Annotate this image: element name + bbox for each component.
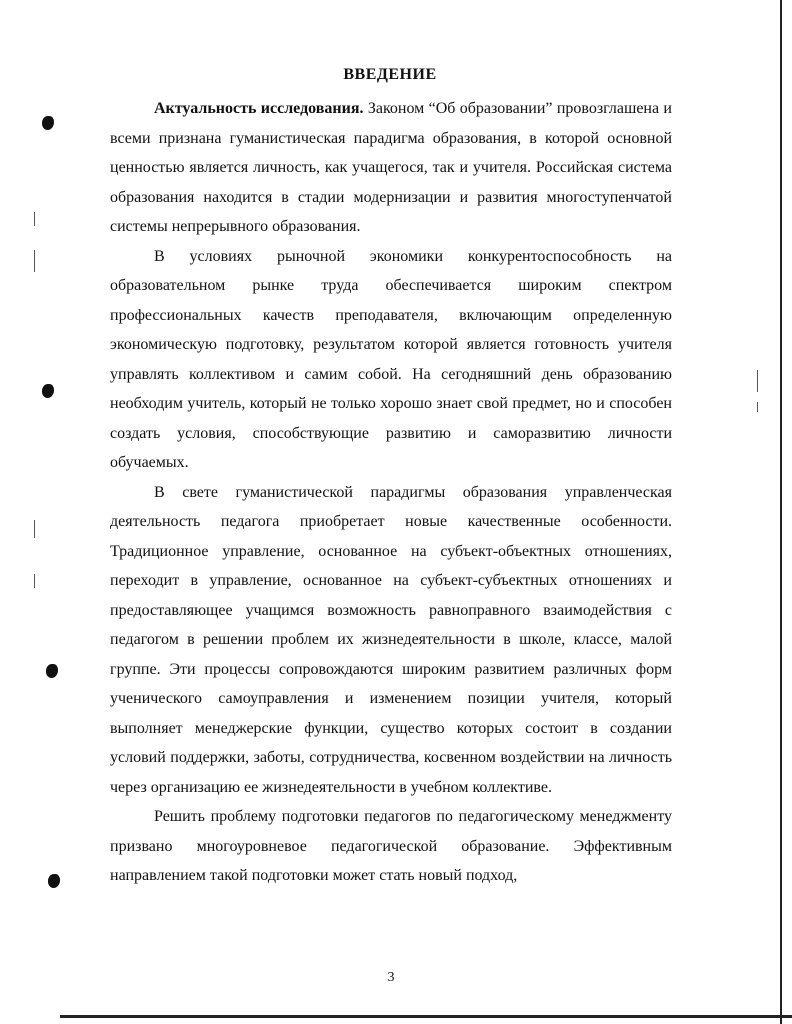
margin-mark <box>757 402 758 412</box>
paragraph <box>110 94 672 242</box>
paragraph <box>110 242 672 478</box>
margin-mark <box>34 574 35 588</box>
margin-mark <box>34 520 35 538</box>
scan-edge-bottom <box>60 1015 792 1018</box>
punch-hole <box>42 116 54 130</box>
paragraph <box>110 478 672 803</box>
paragraph-text: Законом “Об образовании” провозглашена и всеми признана гуманистическая парадигма образования, в которой основной ценностью является личность, как учащегося, так и учителя. Российская система образования находится в стадии модернизации и развития многоступенчатой системы непрерывного образования. <box>110 100 672 235</box>
lead-heading: Актуальность исследования. <box>154 100 364 117</box>
margin-mark <box>34 250 35 272</box>
paragraph-text: Решить проблему подготовки педагогов по педагогическому менеджменту призвано многоуровневое педагогической образование. Эффективным направлением такой подготовки может стать новый подход, <box>110 808 672 884</box>
body-text <box>110 94 672 891</box>
punch-hole <box>46 664 58 678</box>
page-title: ВВЕДЕНИЕ <box>343 66 437 83</box>
paragraph <box>110 802 672 891</box>
page-number: 3 <box>387 970 395 985</box>
punch-hole <box>48 874 60 888</box>
paragraph-text: В условиях рыночной экономики конкурентоспособность на образовательном рынке труда обеспечивается широким спектром профессиональных качеств преподавателя, включающим определенную экономическую подготовку, результатом которой является готовность учителя управлять коллективом и самим собой. На сегодняшний день образованию необходим учитель, который не только хорошо знает свой предмет, но и способен создать условия, способствующие развитию и саморазвитию личности обучаемых. <box>110 247 672 471</box>
paragraph-text: В свете гуманистической парадигмы образования управленческая деятельность педагога приобретает новые качественные особенности. Традиционное управление, основанное на субъект-объектных отношениях, переходит в управление, основанное на субъект-субъектных отношениях и предоставляющее учащимся возможность равноправного взаимодействия с педагогом в решении проблем их жизнедеятельности в школе, классе, малой группе. Эти процессы сопровождаются широким развитием различных форм ученического самоуправления и изменением позиции учителя, который выполняет менеджерские функции, существо которых состоит в создании условий поддержки, заботы, сотрудничества, косвенном воздействии на личность через организацию ее жизнедеятельности в учебном коллективе. <box>110 483 672 796</box>
punch-hole <box>42 384 54 398</box>
margin-mark <box>757 370 758 392</box>
scan-edge-right <box>780 0 782 1024</box>
margin-mark <box>34 212 35 226</box>
